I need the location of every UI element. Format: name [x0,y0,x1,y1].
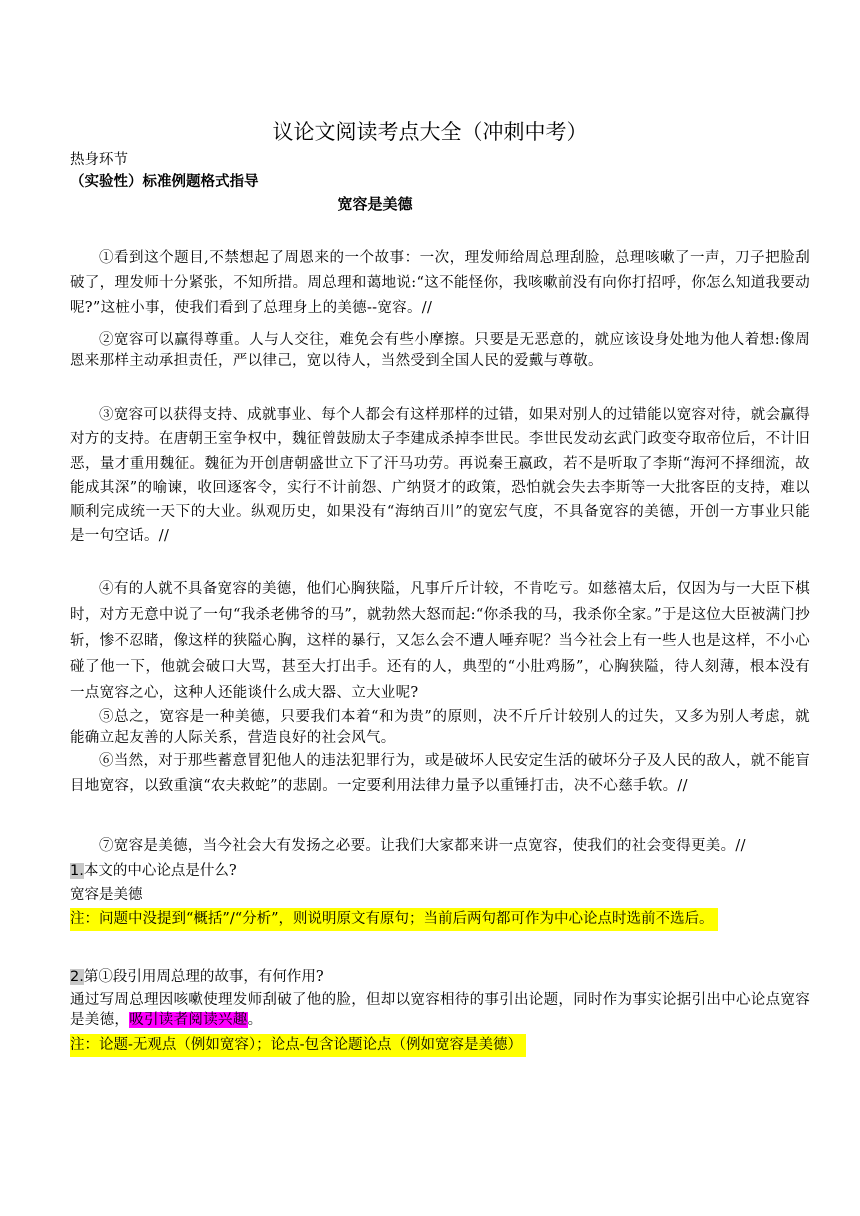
question-1-number: 1. [70,863,84,879]
essay-paragraph-1: ①看到这个题目,不禁想起了周恩来的一个故事：一次，理发师给周总理刮脸，总理咳嗽了一声，刀子把脸刮破了，理发师十分紧张，不知所措。周总理和蔼地说:“这不能怪你，我咳嗽前没有向你打招呼，你怎么知道我要动呢?”这桩小事，使我们看到了总理身上的美德--宽容。// [70,250,810,316]
question-2-answer-text: 通过写周总理因咳嗽使理发师刮破了他的脸，但却以宽容相待的事引出论题，同时作为事实论据引出中心论点宽容是美德， [70,992,810,1028]
question-1 [70,861,237,881]
essay-paragraph-3: ③宽容可以获得支持、成就事业、每个人都会有这样那样的过错，如果对别人的过错能以宽容对待，就会赢得对方的支持。在唐朝王室争权中，魏征曾鼓励太子李建成杀掉李世民。李世民发动玄武门政变夺取帝位后，不计旧恶，量才重用魏征。魏征为开创唐朝盛世立下了汗马功劳。再说秦王嬴政，若不是听取了李斯“海河不择细流，故能成其深”的喻谏，收回逐客令，实行不计前怨、广纳贤才的政策，恐怕就会失去李斯等一大批客臣的支持，难以顺利完成统一天下的大业。纵观历史，如果没有“海纳百川”的宽宏气度，不具备宽容的美德，开创一方事业只能是一句空话。// [70,407,810,545]
question-1-note-text: 注：问题中没提到“概括”/“分析”，则说明原文有原句；当前后两句都可作为中心论点时选前不选后。 [70,908,718,931]
question-1-text: 本文的中心论点是什么? [83,863,237,879]
essay-paragraph-5: ⑤总之，宽容是一种美德，只要我们本着“和为贵”的原则，决不斤斤计较别人的过失，又多为别人考虑，就能确立起友善的人际关系，营造良好的社会风气。 [70,709,810,746]
question-2-answer-highlight: 吸引读者阅读兴趣 [129,1012,248,1028]
question-1-answer: 宽容是美德 [70,887,143,903]
essay-paragraph-2: ②宽容可以赢得尊重。人与人交往，难免会有些小摩擦。只要是无恶意的，就应该设身处地为他人着想:像周恩来那样主动承担责任，严以律己，宽以待人，当然受到全国人民的爱戴与尊敬。 [70,332,810,369]
question-2-note [70,1035,526,1055]
subsection-heading: （实验性）标准例题格式指导 [70,173,259,190]
question-2-answer [70,990,810,1030]
question-2-answer-end: 。 [247,1012,263,1028]
essay-title: 宽容是美德 [337,195,413,213]
section-heading: 热身环节 [70,152,128,168]
question-2-note-text: 注：论题-无观点（例如宽容）；论点-包含论题论点（例如宽容是美德） [70,1034,526,1057]
question-2-text: 第①段引用周总理的故事，有何作用? [83,969,324,985]
essay-paragraph-6: ⑥当然，对于那些蓄意冒犯他人的违法犯罪行为，或是破坏人民安定生活的破坏分子及人民的敌人，就不能盲目地宽容，以致重演“农夫救蛇”的悲剧。一定要利用法律力量予以重锤打击，决不心慈手软。// [70,753,810,794]
question-1-note [70,909,718,929]
essay-paragraph-4: ④有的人就不具备宽容的美德，他们心胸狭隘，凡事斤斤计较，不肯吃亏。如慈禧太后，仅因为与一大臣下棋时，对方无意中说了一句“我杀老佛爷的马”，就勃然大怒而起:“你杀我的马，我杀你全家。”于是这位大臣被满门抄斩，惨不忍睹，像这样的狭隘心胸，这样的暴行，又怎么会不遭人唾弃呢？当今社会上有一些人也是这样，不小心碰了他一下，他就会破口大骂，甚至大打出手。还有的人，典型的“小肚鸡肠”，心胸狭隘，待人刻薄，根本没有一点宽容之心，这种人还能谈什么成大器、立大业呢? [70,581,810,701]
document-title: 议论文阅读考点大全（冲刺中考） [272,120,588,144]
question-2-number: 2. [70,969,84,985]
question-2 [70,967,324,987]
essay-paragraph-7: ⑦宽容是美德，当今社会大有发扬之必要。让我们大家都来讲一点宽容，使我们的社会变得更美。// [99,838,746,854]
